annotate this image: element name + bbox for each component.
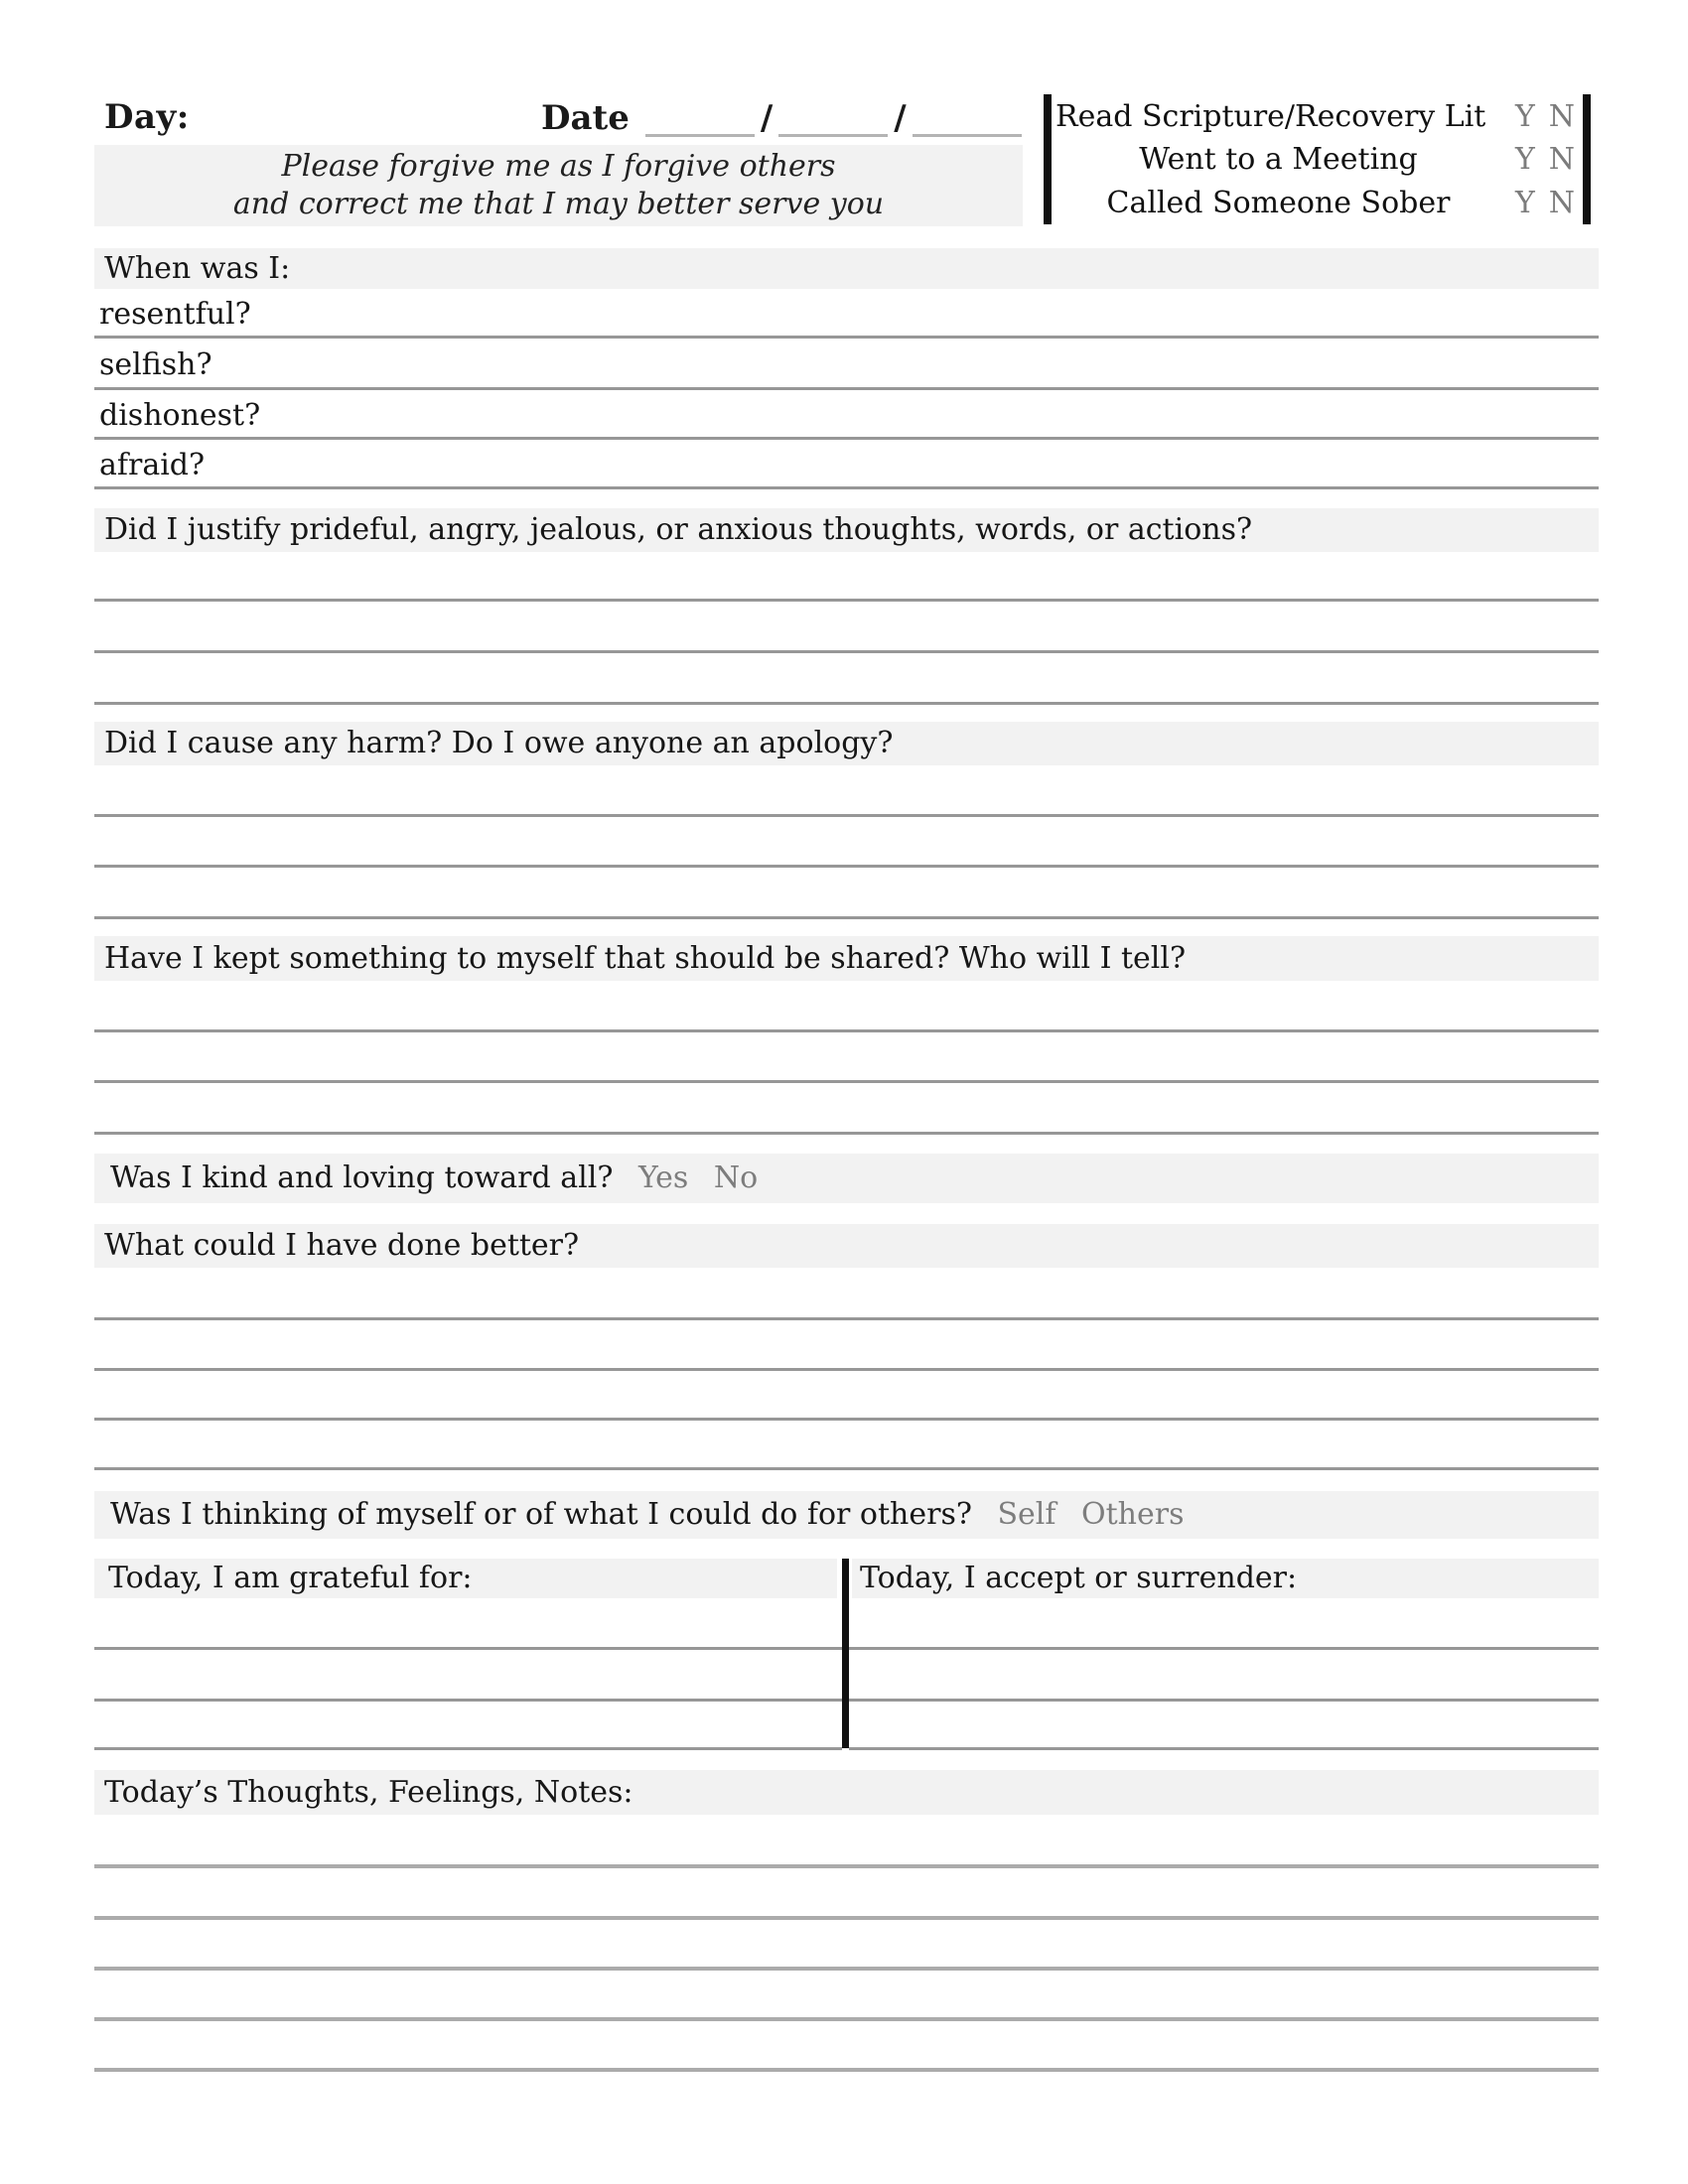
writing-line[interactable]: [94, 1747, 842, 1750]
when-item-resentful: resentful?: [99, 297, 251, 332]
checklist-row-went-to-meeting: [1044, 139, 1591, 181]
writing-line[interactable]: [94, 1467, 1599, 1470]
yes-option[interactable]: Y: [1514, 185, 1535, 220]
checklist-item-label: Went to a Meeting: [1139, 142, 1418, 177]
writing-line[interactable]: [849, 1647, 1599, 1650]
checklist-row-read-scripture: [1044, 95, 1591, 137]
others-option[interactable]: Others: [1081, 1497, 1185, 1532]
writing-line[interactable]: [94, 387, 1599, 390]
writing-line[interactable]: [94, 1418, 1599, 1421]
writing-line[interactable]: [94, 486, 1599, 489]
when-item-selfish: selfish?: [99, 347, 212, 382]
writing-line[interactable]: [94, 437, 1599, 440]
date-group: [541, 95, 1028, 137]
checklist-left-bar: [1044, 94, 1052, 224]
date-separator-1: /: [760, 98, 774, 138]
writing-line[interactable]: [94, 1132, 1599, 1135]
writing-line[interactable]: [849, 1699, 1599, 1702]
writing-line[interactable]: [94, 2068, 1599, 2072]
no-option[interactable]: No: [713, 1160, 759, 1195]
prayer-line-2: and correct me that I may better serve you: [232, 187, 885, 221]
question-justify: Did I justify prideful, angry, jealous, or anxious thoughts, words, or actions?: [94, 508, 1599, 552]
notes-header: Today’s Thoughts, Feelings, Notes:: [94, 1770, 1599, 1815]
writing-line[interactable]: [94, 1080, 1599, 1083]
question-kind-and-loving-label: Was I kind and loving toward all?: [110, 1160, 614, 1195]
prayer-line-1: Please forgive me as I forgive others: [281, 149, 836, 184]
yes-option[interactable]: Yes: [637, 1160, 689, 1195]
writing-line[interactable]: [94, 1317, 1599, 1320]
question-done-better: What could I have done better?: [94, 1224, 1599, 1268]
writing-line[interactable]: [94, 814, 1599, 817]
date-day-field[interactable]: [778, 100, 888, 137]
when-item-afraid: afraid?: [99, 448, 206, 482]
writing-line[interactable]: [94, 599, 1599, 602]
section-when-was-i: When was I:: [94, 248, 1599, 289]
question-thinking-of-myself: [94, 1491, 1599, 1539]
date-label: Date: [541, 98, 630, 138]
prayer-box: [94, 145, 1023, 226]
question-thinking-of-myself-label: Was I thinking of myself or of what I could do for others?: [110, 1497, 972, 1532]
writing-line[interactable]: [94, 702, 1599, 705]
day-label: Day:: [104, 97, 190, 137]
writing-line[interactable]: [94, 650, 1599, 653]
writing-line[interactable]: [94, 336, 1599, 339]
column-divider-bar: [842, 1559, 849, 1748]
writing-line[interactable]: [94, 1916, 1599, 1920]
accept-surrender-header: Today, I accept or surrender:: [852, 1559, 1599, 1598]
writing-line[interactable]: [94, 1699, 842, 1702]
when-item-dishonest: dishonest?: [99, 398, 261, 433]
yes-option[interactable]: Y: [1514, 98, 1535, 134]
checklist-right-bar: [1583, 94, 1591, 224]
date-year-field[interactable]: [913, 100, 1022, 137]
writing-line[interactable]: [94, 1967, 1599, 1971]
date-separator-2: /: [894, 98, 907, 138]
no-option[interactable]: N: [1548, 185, 1575, 220]
writing-line[interactable]: [849, 1747, 1599, 1750]
yes-option[interactable]: Y: [1514, 142, 1535, 177]
writing-line[interactable]: [94, 916, 1599, 919]
no-option[interactable]: N: [1548, 98, 1575, 134]
checklist-row-called-someone-sober: [1044, 182, 1591, 223]
writing-line[interactable]: [94, 2017, 1599, 2021]
question-kind-and-loving: [94, 1154, 1599, 1203]
question-harm-apology: Did I cause any harm? Do I owe anyone an apology?: [94, 722, 1599, 765]
date-month-field[interactable]: [645, 100, 755, 137]
question-kept-to-myself: Have I kept something to myself that should be shared? Who will I tell?: [94, 936, 1599, 981]
grateful-header: Today, I am grateful for:: [94, 1559, 837, 1598]
checklist-item-label: Read Scripture/Recovery Lit: [1055, 98, 1486, 134]
checklist-item-label: Called Someone Sober: [1106, 185, 1451, 220]
writing-line[interactable]: [94, 1029, 1599, 1032]
writing-line[interactable]: [94, 1864, 1599, 1868]
self-option[interactable]: Self: [997, 1497, 1056, 1532]
writing-line[interactable]: [94, 1647, 842, 1650]
no-option[interactable]: N: [1548, 142, 1575, 177]
daily-checklist: [1044, 94, 1591, 224]
writing-line[interactable]: [94, 865, 1599, 868]
writing-line[interactable]: [94, 1368, 1599, 1371]
